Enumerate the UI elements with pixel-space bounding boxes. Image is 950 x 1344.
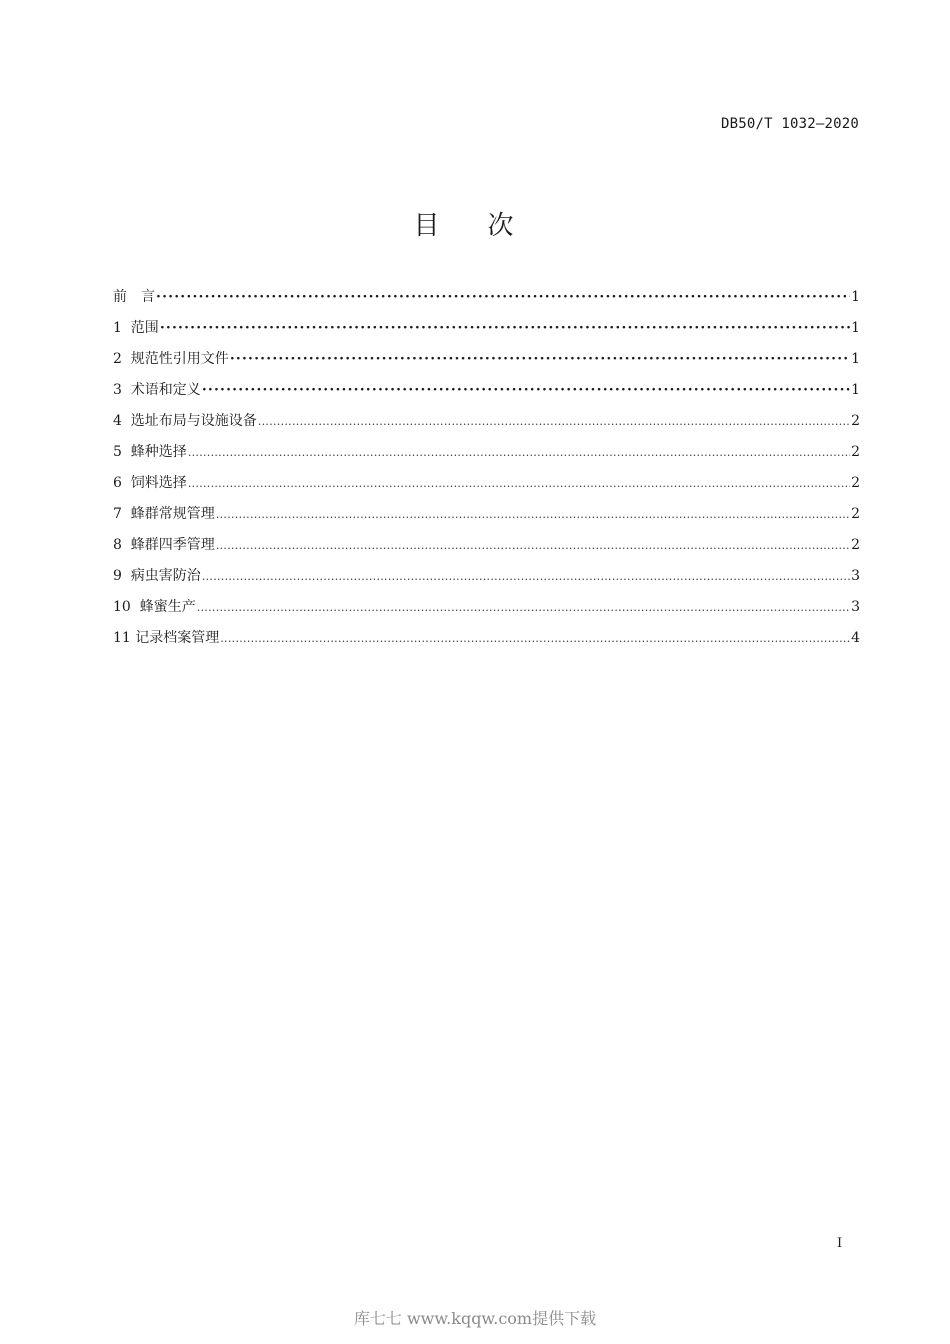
toc-entry-label: 8 蜂群四季管理 <box>113 537 215 553</box>
table-of-contents <box>113 287 860 659</box>
toc-entry-page: 4 <box>851 630 860 646</box>
toc-leader-dots <box>216 504 850 525</box>
toc-entry-feed-selection[interactable] <box>113 473 860 504</box>
toc-leader-dots <box>202 566 850 587</box>
toc-leader-dots <box>220 628 850 649</box>
toc-leader-dots <box>188 473 850 494</box>
toc-entry-honey-production[interactable] <box>113 597 860 628</box>
toc-entry-label: 1 范围 <box>113 320 159 336</box>
toc-leader-dots <box>230 349 850 369</box>
toc-entry-terms-definitions[interactable] <box>113 380 860 411</box>
toc-entry-page: 1 <box>851 382 860 398</box>
toc-entry-pest-control[interactable] <box>113 566 860 597</box>
toc-leader-dots <box>202 380 850 400</box>
toc-entry-label: 2 规范性引用文件 <box>113 351 229 367</box>
page-number: I <box>837 1236 843 1251</box>
toc-entry-label: 5 蜂种选择 <box>113 444 187 460</box>
toc-entry-label: 10 蜂蜜生产 <box>113 599 196 615</box>
toc-entry-label: 前 言 <box>113 289 155 305</box>
toc-entry-scope[interactable] <box>113 318 860 349</box>
toc-entry-bee-species[interactable] <box>113 442 860 473</box>
toc-entry-page: 2 <box>851 537 860 553</box>
toc-entry-page: 2 <box>851 475 860 491</box>
toc-entry-label: 3 术语和定义 <box>113 382 201 398</box>
toc-entry-label: 4 选址布局与设施设备 <box>113 413 257 429</box>
toc-entry-label: 11 记录档案管理 <box>113 630 220 646</box>
toc-entry-normative-references[interactable] <box>113 349 860 380</box>
toc-leader-dots <box>188 442 850 463</box>
toc-leader-dots <box>216 535 850 556</box>
toc-entry-page: 2 <box>851 413 860 429</box>
toc-title: 目次 <box>413 211 562 241</box>
toc-entry-page: 1 <box>851 289 860 305</box>
toc-entry-page: 2 <box>851 444 860 460</box>
toc-entry-site-layout[interactable] <box>113 411 860 442</box>
toc-leader-dots <box>197 597 850 618</box>
toc-entry-label: 7 蜂群常规管理 <box>113 506 215 522</box>
toc-entry-foreword[interactable] <box>113 287 860 318</box>
toc-leader-dots <box>258 411 850 432</box>
toc-entry-records-management[interactable] <box>113 628 860 659</box>
toc-entry-seasonal-management[interactable] <box>113 535 860 566</box>
toc-entry-label: 6 饲料选择 <box>113 475 187 491</box>
toc-entry-page: 3 <box>851 599 860 615</box>
toc-entry-page: 1 <box>851 351 860 367</box>
toc-leader-dots <box>156 287 850 307</box>
toc-leader-dots <box>160 318 850 338</box>
toc-entry-label: 9 病虫害防治 <box>113 568 201 584</box>
toc-entry-page: 1 <box>851 320 860 336</box>
download-watermark: 库七七 www.kqqw.com提供下载 <box>353 1309 597 1328</box>
toc-entry-page: 3 <box>851 568 860 584</box>
toc-entry-routine-management[interactable] <box>113 504 860 535</box>
standard-code: DB50/T 1032—2020 <box>720 116 859 132</box>
toc-entry-page: 2 <box>851 506 860 522</box>
